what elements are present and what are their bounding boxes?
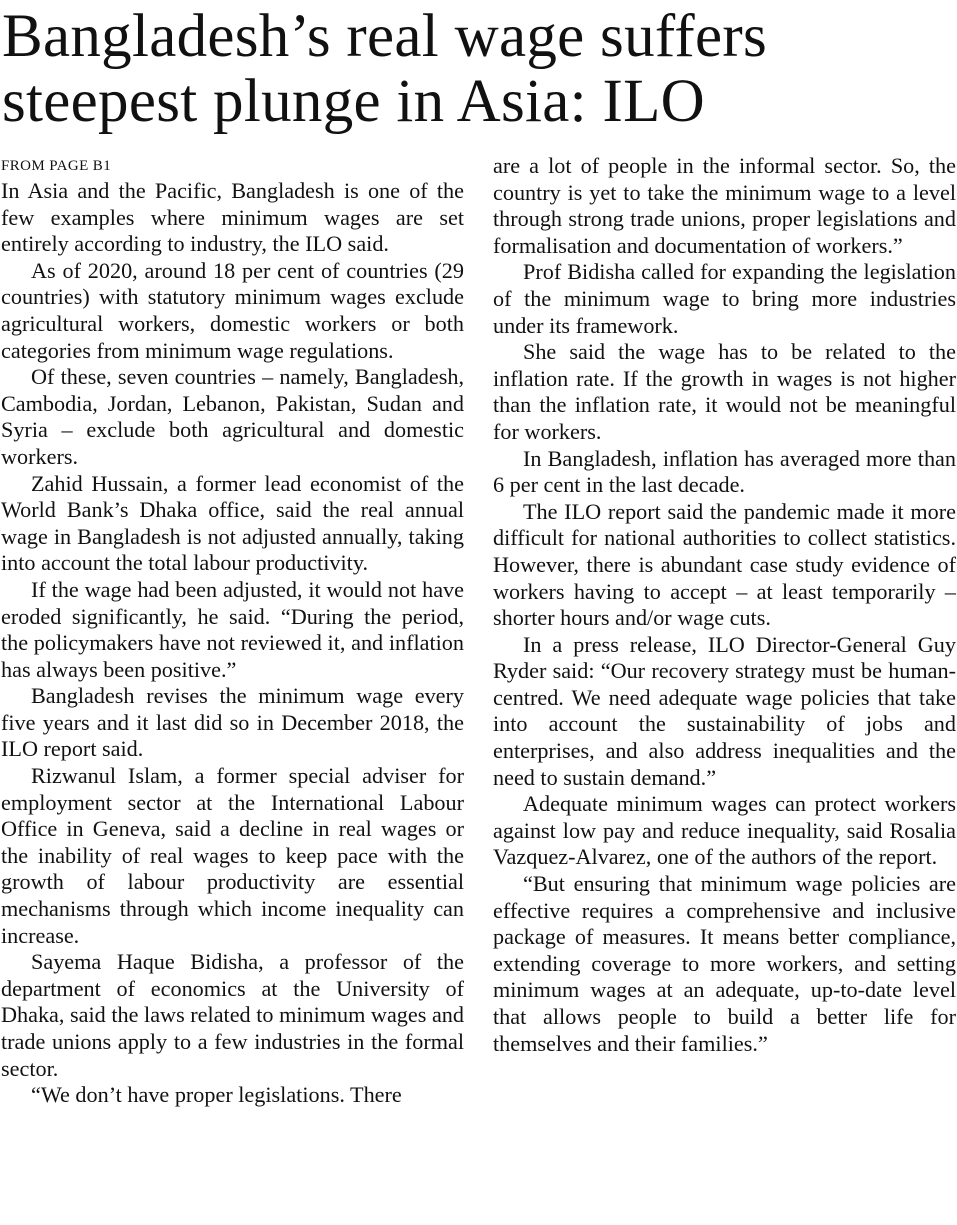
paragraph: She said the wage has to be related to the inflation rate. If the growth in wages is not higher than the inflation rate, it would not be meaningful for workers. <box>493 339 956 444</box>
dateline: FROM PAGE B1 <box>1 158 112 174</box>
paragraph: In Asia and the Pacific, Bangladesh is one of the few examples where minimum wages are set entirely according to industry, the ILO said. <box>1 178 464 257</box>
paragraph: If the wage had been adjusted, it would not have eroded significantly, he said. “During the period, the policymakers have not reviewed it, and inflation has always been positive.” <box>1 576 464 682</box>
paragraph: Of these, seven countries – namely, Bangladesh, Cambodia, Jordan, Lebanon, Pakistan, Sudan and Syria – exclude both agricultural and domestic workers. <box>1 364 464 469</box>
paragraph: “But ensuring that minimum wage policies are effective requires a comprehensive and inclusive package of measures. It means better compliance, extending coverage to more workers, and setting minimum wages at an adequate, up-to-date level that allows people to build a better life for themselves and their families.” <box>493 871 956 1056</box>
paragraph: Prof Bidisha called for expanding the legislation of the minimum wage to bring more industries under its framework. <box>493 259 956 338</box>
paragraph: Zahid Hussain, a former lead economist of the World Bank’s Dhaka office, said the real annual wage in Bangladesh is not adjusted annually, taking into account the total labour productivity. <box>1 470 464 576</box>
article-column-right <box>493 153 956 1057</box>
paragraph: Rizwanul Islam, a former special adviser for employment sector at the International Labour Office in Geneva, said a decline in real wages or the inability of real wages to keep pace with the growth of labour productivity are essential mechanisms through which income inequality can increase. <box>1 763 464 948</box>
paragraph: “We don’t have proper legislations. There <box>31 1082 402 1108</box>
paragraph: As of 2020, around 18 per cent of countries (29 countries) with statutory minimum wages exclude agricultural workers, domestic workers or both categories from minimum wage regulations. <box>1 257 464 363</box>
paragraph-continuation: are a lot of people in the informal sector. So, the country is yet to take the minimum wage to a level through strong trade unions, proper legislations and formalisation and documentation of workers.” <box>493 153 956 258</box>
article-column-left <box>1 153 464 1109</box>
paragraph: Sayema Haque Bidisha, a professor of the department of economics at the University of Dhaka, said the laws related to minimum wages and trade unions apply to a few industries in the formal sector. <box>1 949 464 1081</box>
paragraph: In Bangladesh, inflation has averaged more than 6 per cent in the last decade. <box>493 445 956 498</box>
paragraph: Bangladesh revises the minimum wage every five years and it last did so in December 2018, the ILO report said. <box>1 683 464 762</box>
headline: Bangladesh’s real wage suffers steepest plunge in Asia: ILO <box>2 3 768 135</box>
paragraph: Adequate minimum wages can protect workers against low pay and reduce inequality, said Rosalia Vazquez-Alvarez, one of the authors of the report. <box>493 791 956 870</box>
paragraph: In a press release, ILO Director-General Guy Ryder said: “Our recovery strategy must be human-centred. We need adequate wage policies that take into account the sustainability of jobs and enterprises, and also address inequalities and the need to sustain demand.” <box>493 631 956 790</box>
paragraph: The ILO report said the pandemic made it more difficult for national authorities to collect statistics. However, there is abundant case study evidence of workers having to accept – at least temporarily – shorter hours and/or wage cuts. <box>493 498 956 631</box>
